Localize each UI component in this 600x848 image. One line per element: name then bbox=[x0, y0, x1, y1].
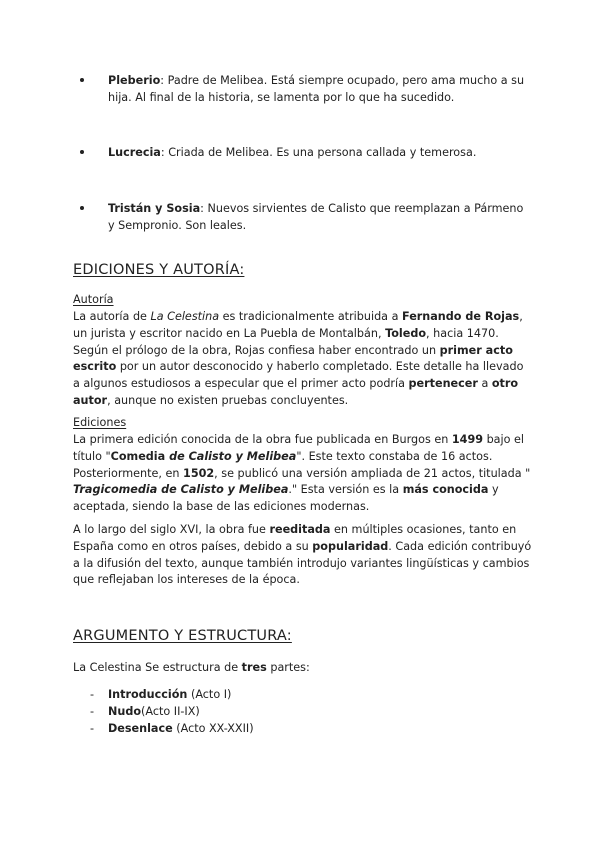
paragraph-autoria bbox=[73, 309, 533, 410]
list-item-nudo bbox=[90, 704, 254, 721]
text: A lo largo del siglo XVI, la obra fue bbox=[73, 523, 270, 536]
text: , hacia 1470. Según el prólogo de la obra, Rojas confiesa haber encontrado un bbox=[73, 326, 499, 357]
text: ." Esta versión es la bbox=[288, 483, 403, 497]
text: bajo el título " bbox=[73, 433, 525, 463]
character-description: Padre de Melibea. Está siempre ocupado, pero ama mucho a su hija. Al final de la historia, se lamenta por lo que ha sucedido. bbox=[108, 74, 525, 104]
dash-marker: - bbox=[90, 721, 95, 735]
character-item-lucrecia bbox=[90, 144, 530, 161]
text-bold: reeditada bbox=[269, 523, 331, 536]
text: por un autor desconocido y haberlo completado. Este detalle ha llevado a algunos estudiosos a especular que el primer acto podría bbox=[73, 360, 524, 391]
section-heading-ediciones-autoria: EDICIONES Y AUTORÍA: bbox=[73, 262, 245, 278]
character-name: Lucrecia bbox=[108, 146, 161, 159]
text-bold: primer acto escrito bbox=[73, 343, 513, 374]
bullet-dot bbox=[80, 206, 84, 210]
part-detail: (Acto XX-XXII) bbox=[172, 721, 254, 735]
character-separator: : bbox=[200, 202, 208, 215]
text-bold: Fernando de Rojas bbox=[402, 310, 520, 323]
text-bold: 1502 bbox=[183, 466, 215, 480]
paragraph-estructura-intro bbox=[73, 660, 533, 677]
text-bold: Toledo bbox=[385, 326, 427, 340]
text: partes: bbox=[266, 661, 310, 674]
text: , aunque no existen pruebas concluyentes. bbox=[107, 393, 349, 407]
text-italic: La Celestina bbox=[150, 310, 220, 323]
character-separator: : bbox=[160, 146, 169, 159]
section-heading-argumento-estructura: ARGUMENTO Y ESTRUCTURA: bbox=[73, 628, 292, 644]
character-item-pleberio bbox=[90, 72, 530, 106]
text: La primera edición conocida de la obra fue publicada en Burgos en bbox=[73, 433, 452, 446]
part-name: Introducción bbox=[108, 688, 188, 701]
part-name: Desenlace bbox=[108, 721, 173, 735]
text-bold: pertenecer bbox=[408, 377, 478, 391]
character-separator: : bbox=[160, 74, 168, 87]
text-bold: Comedia bbox=[110, 449, 170, 463]
text-bold: 1499 bbox=[451, 433, 484, 446]
part-detail: (Acto II-IX) bbox=[141, 704, 200, 718]
text: en múltiples ocasiones, tanto en España como en otros países, debido a su bbox=[73, 523, 517, 553]
part-name: Nudo bbox=[108, 704, 142, 718]
subheading-ediciones: Ediciones bbox=[73, 416, 127, 429]
dash-marker: - bbox=[90, 688, 95, 701]
text: ". Este texto constaba de 16 actos. Posteriormente, en bbox=[73, 449, 493, 480]
character-description: Nuevos sirvientes de Calisto que reemplazan a Pármeno y Sempronio. Son leales. bbox=[108, 202, 524, 232]
text: , un jurista y escritor nacido en La Puebla de Montalbán, bbox=[73, 310, 523, 340]
paragraph-ediciones bbox=[73, 432, 533, 516]
subheading-autoria: Autoría bbox=[73, 293, 114, 306]
list-item-desenlace bbox=[90, 721, 254, 738]
paragraph-reediciones bbox=[73, 522, 533, 589]
text-bold: popularidad bbox=[312, 539, 389, 553]
text: y aceptada, siendo la base de las ediciones modernas. bbox=[73, 483, 499, 514]
text: , se publicó una versión ampliada de 21 actos, titulada " bbox=[214, 466, 531, 480]
character-name: Tristán y Sosia bbox=[108, 202, 201, 215]
text-bold-italic: Tragicomedia de Calisto y Melibea bbox=[73, 483, 289, 497]
text-bold: otro autor bbox=[73, 377, 519, 407]
dash-marker: - bbox=[90, 704, 95, 718]
text: La autoría de bbox=[73, 310, 151, 323]
text-bold: tres bbox=[241, 661, 267, 674]
character-description: Criada de Melibea. Es una persona callada y temerosa. bbox=[168, 146, 477, 159]
structure-parts-list bbox=[90, 687, 254, 737]
list-item-introduccion bbox=[90, 687, 254, 704]
text: es tradicionalmente atribuida a bbox=[219, 310, 402, 323]
text: La Celestina Se estructura de bbox=[73, 661, 242, 674]
text-bold: más conocida bbox=[402, 483, 489, 497]
part-detail: (Acto I) bbox=[187, 688, 232, 701]
text-bold-italic: de Calisto y Melibea bbox=[169, 449, 297, 463]
text: . Cada edición contribuyó a la difusión del texto, aunque también introdujo variantes lingüísticas y cambios que reflejaban los intereses de la época. bbox=[73, 539, 532, 587]
bullet-dot bbox=[80, 150, 84, 154]
character-item-tristan-sosia bbox=[90, 200, 530, 234]
text: a bbox=[477, 377, 492, 391]
character-name: Pleberio bbox=[108, 74, 161, 87]
bullet-dot bbox=[80, 78, 84, 82]
